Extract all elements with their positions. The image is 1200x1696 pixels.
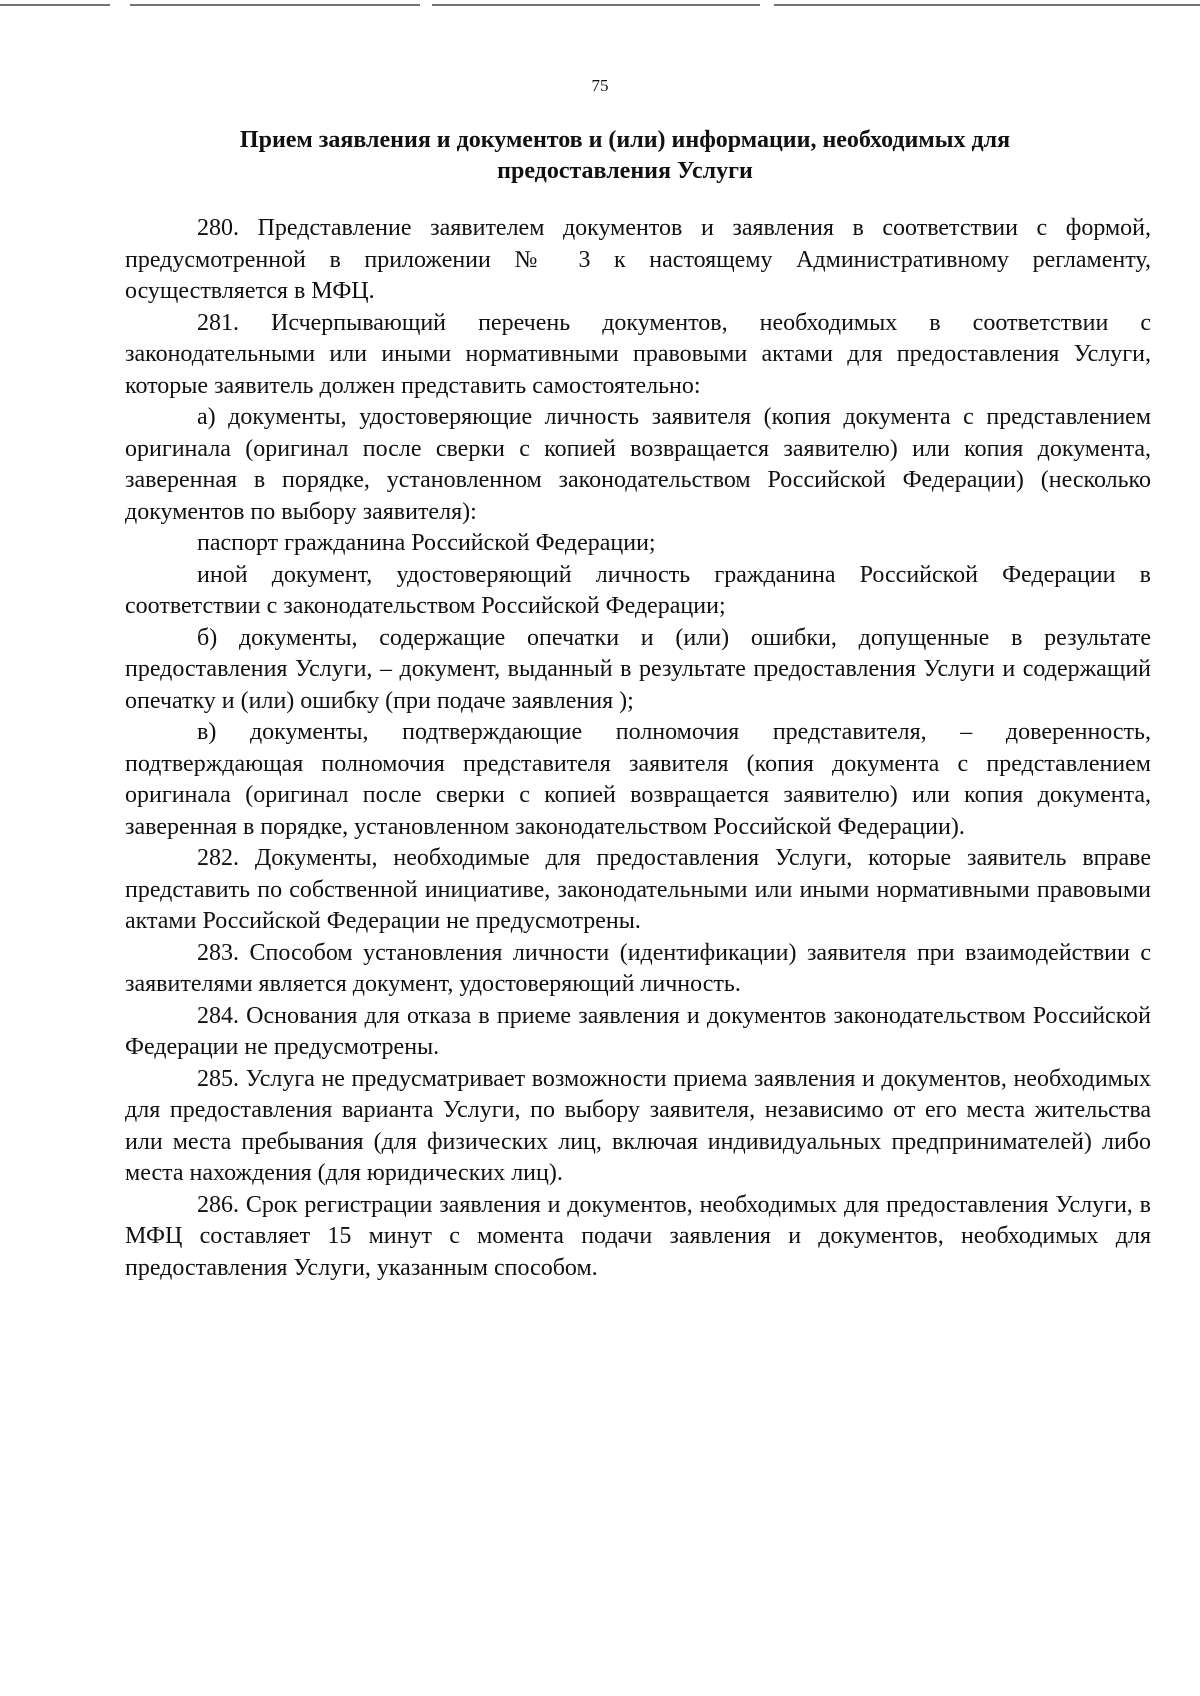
document-body: [125, 213, 1151, 1284]
item-c-representative-documents: в) документы, подтверждающие полномочия представителя, – доверенность, подтверждающая полномочия представителя заявителя (копия документа с представлением оригинала (оригинал после сверки с копией возвращается заявителю) или копия документа, заверенная в порядке, установленном законодательством Российской Федерации).: [125, 719, 1151, 840]
paragraph-286: 286. Срок регистрации заявления и документов, необходимых для предоставления Услуги, в МФЦ составляет 15 минут с момента подачи заявления и документов, необходимых для предоставления Услуги, указанным способом.: [125, 1191, 1151, 1281]
paragraph-284: 284. Основания для отказа в приеме заявления и документов законодательством Российской Федерации не предусмотрены.: [125, 1002, 1151, 1060]
item-b-error-documents: б) документы, содержащие опечатки и (или) ошибки, допущенные в результате предоставления Услуги, – документ, выданный в результате предоставления Услуги и содержащий опечатку и (или) ошибку (при подаче заявления );: [125, 624, 1151, 714]
section-heading: Прием заявления и документов и (или) информации, необходимых для предоставления Услуги: [239, 127, 1011, 184]
paragraph-283: 283. Способом установления личности (идентификации) заявителя при взаимодействии с заявителями является документ, удостоверяющий личность.: [125, 939, 1151, 997]
paragraph-280: 280. Представление заявителем документов и заявления в соответствии с формой, предусмотренной в приложении № 3 к настоящему Административному регламенту, осуществляется в МФЦ.: [125, 215, 1151, 304]
page-number: 75: [591, 76, 609, 95]
paragraph-285: 285. Услуга не предусматривает возможности приема заявления и документов, необходимых для предоставления варианта Услуги, по выбору заявителя, независимо от его места жительства или места пребывания (для физических лиц, включая индивидуальных предпринимателей) либо места нахождения (для юридических лиц).: [125, 1065, 1151, 1186]
item-a-identity-documents: а) документы, удостоверяющие личность заявителя (копия документа с представлением оригинала (оригинал после сверки с копией возвращается заявителю) или копия документа, заверенная в порядке, установленном законодательством Российской Федерации) (несколько документов по выбору заявителя):: [125, 404, 1151, 525]
paragraph-282: 282. Документы, необходимые для предоставления Услуги, которые заявитель вправе представить по собственной инициативе, законодательными или иными нормативными правовыми актами Российской Федерации не предусмотрены.: [125, 845, 1151, 934]
scan-edge-line: [0, 4, 1200, 6]
item-passport: паспорт гражданина Российской Федерации;: [197, 530, 656, 556]
paragraph-281: 281. Исчерпывающий перечень документов, необходимых в соответствии с законодательными или иными нормативными правовыми актами для предоставления Услуги, которые заявитель должен представить самостоятельно:: [125, 309, 1151, 399]
item-other-identity-document: иной документ, удостоверяющий личность гражданина Российской Федерации в соответствии с законодательством Российской Федерации;: [125, 561, 1151, 619]
